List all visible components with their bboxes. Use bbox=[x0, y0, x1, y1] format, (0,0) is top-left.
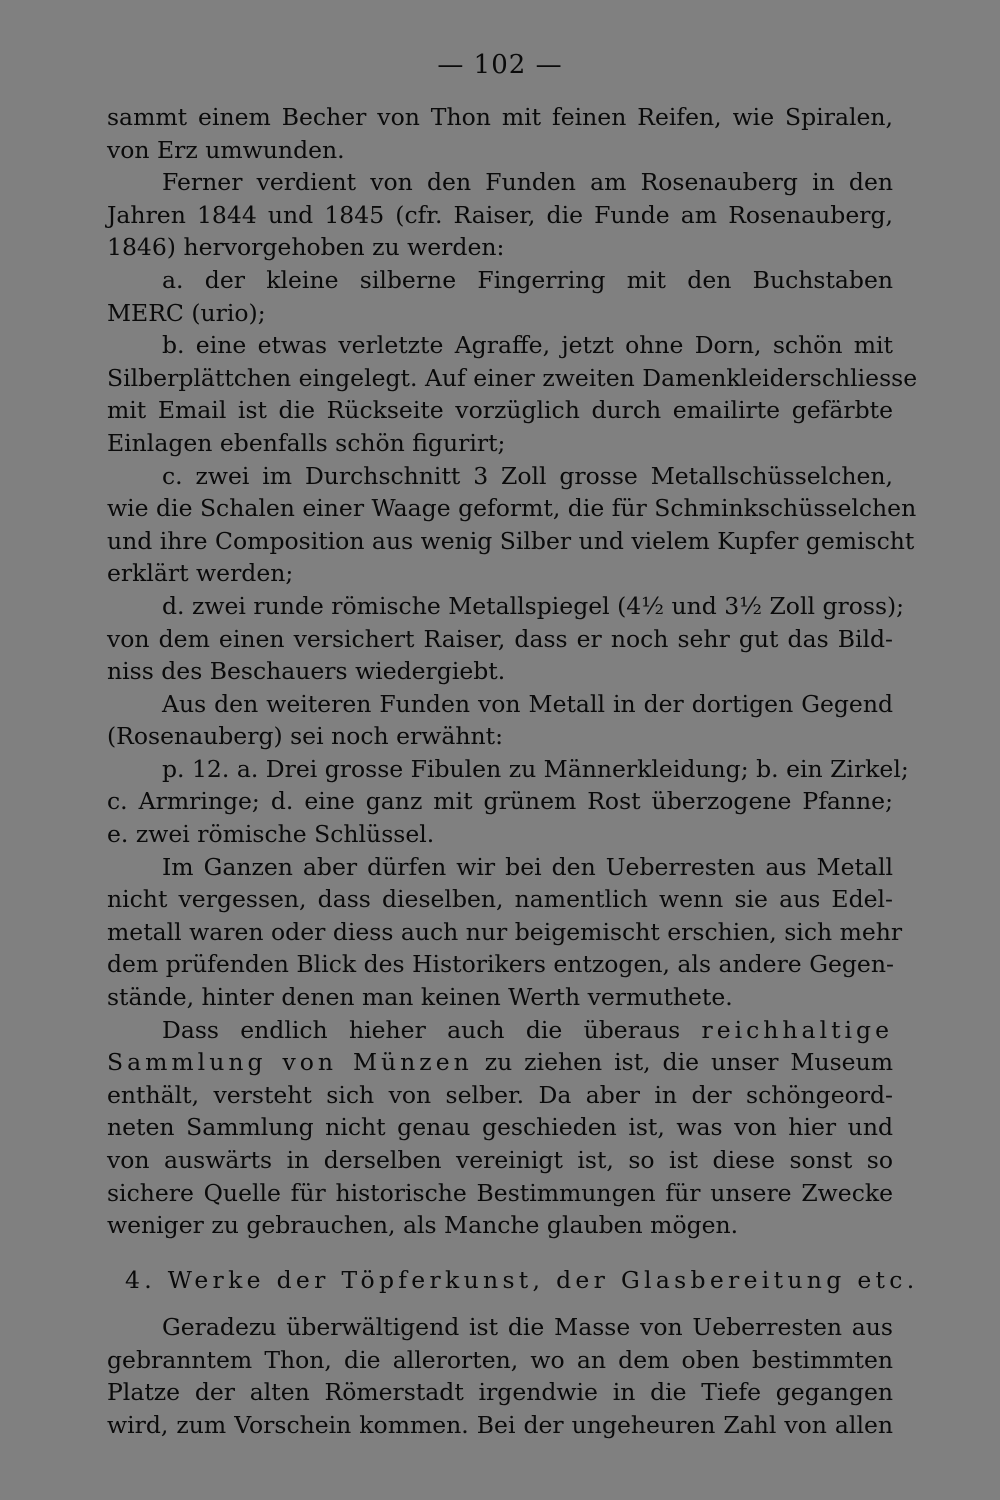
body-lines bbox=[107, 101, 918, 1014]
text-line: sichere Quelle für historische Bestimmungen für unsere Zwecke bbox=[107, 1178, 893, 1207]
text-line: erklärt werden; bbox=[107, 559, 294, 588]
spaced-paragraph-line-1-pre: Dass endlich hieher auch die überaus bbox=[162, 1015, 681, 1044]
emphasis-sammlung-von-muenzen: Sammlung von Münzen bbox=[107, 1048, 473, 1077]
text-line: von Erz umwunden. bbox=[107, 135, 345, 164]
text-line: Aus den weiteren Funden von Metall in der dortigen Gegend bbox=[162, 689, 893, 718]
text-line: mit Email ist die Rückseite vorzüglich durch emailirte gefärbte bbox=[107, 396, 893, 425]
text-line: metall waren oder diess auch nur beigemischt erschien, sich mehr bbox=[107, 917, 903, 946]
text-line: von auswärts in derselben vereinigt ist, so ist diese sonst so bbox=[107, 1146, 893, 1174]
closing-lines bbox=[107, 1311, 893, 1441]
text-line: e. zwei römische Schlüssel. bbox=[107, 820, 435, 849]
spaced-paragraph-line-1 bbox=[107, 1014, 893, 1047]
text-line: stände, hinter denen man keinen Werth vermuthete. bbox=[107, 983, 733, 1012]
section-heading: 4. Werke der Töpferkunst, der Glasbereitung etc. bbox=[125, 1266, 919, 1294]
text-line: nicht vergessen, dass dieselben, namentlich wenn sie aus Edel- bbox=[107, 885, 893, 914]
text-line: MERC (urio); bbox=[107, 298, 266, 327]
text-line: niss des Beschauers wiedergiebt. bbox=[107, 657, 506, 686]
text-line: Platze der alten Römerstadt irgendwie in die Tiefe gegangen bbox=[107, 1378, 893, 1407]
text-line: a. der kleine silberne Fingerring mit den Buchstaben bbox=[162, 265, 893, 294]
text-line: 1846) hervorgehoben zu werden: bbox=[107, 233, 505, 262]
text-line: Im Ganzen aber dürfen wir bei den Ueberresten aus Metall bbox=[162, 852, 893, 881]
text-line: Jahren 1844 und 1845 (cfr. Raiser, die Funde am Rosenauberg, bbox=[107, 200, 893, 229]
text-line: c. zwei im Durchschnitt 3 Zoll grosse Metallschüsselchen, bbox=[162, 461, 893, 490]
text-line: und ihre Composition aus wenig Silber und vielem Kupfer gemischt bbox=[107, 526, 915, 555]
text-line: neten Sammlung nicht genau geschieden ist, was von hier und bbox=[107, 1113, 893, 1142]
text-line: dem prüfenden Blick des Historikers entzogen, als andere Gegen- bbox=[107, 950, 894, 979]
text-line: Geradezu überwältigend ist die Masse von Ueberresten aus bbox=[162, 1313, 893, 1341]
body-text bbox=[107, 101, 918, 1242]
page-number: — 102 — bbox=[437, 50, 563, 80]
emphasis-reichhaltige: reichhaltige bbox=[701, 1015, 893, 1044]
text-line: d. zwei runde römische Metallspiegel (4½ und 3½ Zoll gross); bbox=[162, 591, 905, 620]
text-line: enthält, versteht sich von selber. Da aber in der schöngeord- bbox=[107, 1080, 893, 1109]
spaced-paragraph-line-2 bbox=[107, 1046, 893, 1079]
text-line: wie die Schalen einer Waage geformt, die für Schminkschüsselchen bbox=[107, 494, 917, 523]
closing-text bbox=[107, 1311, 893, 1441]
text-line: sammt einem Becher von Thon mit feinen Reifen, wie Spiralen, bbox=[107, 103, 893, 131]
text-line: Einlagen ebenfalls schön figurirt; bbox=[107, 428, 506, 457]
spaced-paragraph-line-2-post: zu ziehen ist, die unser Museum bbox=[484, 1048, 893, 1077]
text-line: c. Armringe; d. eine ganz mit grünem Rost überzogene Pfanne; bbox=[107, 787, 893, 816]
text-line: gebranntem Thon, die allerorten, wo an dem oben bestimmten bbox=[107, 1345, 893, 1374]
text-line: Silberplättchen eingelegt. Auf einer zweiten Damenkleiderschliesse bbox=[107, 363, 918, 392]
text-line: wird, zum Vorschein kommen. Bei der ungeheuren Zahl von allen bbox=[107, 1410, 893, 1439]
text-line: weniger zu gebrauchen, als Manche glauben mögen. bbox=[107, 1211, 739, 1240]
text-line: p. 12. a. Drei grosse Fibulen zu Männerkleidung; b. ein Zirkel; bbox=[162, 754, 909, 783]
text-line: (Rosenauberg) sei noch erwähnt: bbox=[107, 722, 504, 751]
text-line: Ferner verdient von den Funden am Rosenauberg in den bbox=[162, 168, 893, 197]
text-line: b. eine etwas verletzte Agraffe, jetzt ohne Dorn, schön mit bbox=[162, 331, 893, 360]
text-line: von dem einen versichert Raiser, dass er noch sehr gut das Bild- bbox=[107, 624, 893, 653]
spaced-paragraph-rest bbox=[107, 1079, 893, 1242]
